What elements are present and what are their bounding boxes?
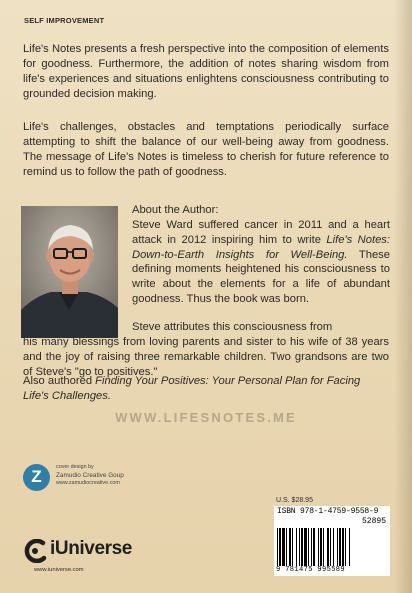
zamudio-logo-icon <box>23 464 50 491</box>
zamudio-logo-letter: Z <box>31 467 42 486</box>
iuniverse-swoosh-icon <box>22 539 48 563</box>
category-label: SELF IMPROVEMENT <box>24 16 105 25</box>
publisher-name: iUniverse <box>50 538 132 559</box>
barcode-bars-icon <box>277 528 387 566</box>
isbn-text: ISBN 978-1-4759-9558-9 <box>277 507 379 516</box>
also-authored-prefix: Also authored <box>23 375 96 387</box>
author-photo <box>21 206 118 338</box>
author-family: his many blessings from loving parents and sister to his wife of 38 years and the joy of raising three remarkable children. Two grandsons are two of Steve's "go to positives." <box>23 336 389 378</box>
author-bio-start: Steve Ward suffered cancer in 2011 and a heart attack in 2012 inspiring him to write <box>132 219 390 246</box>
cover-design-credit <box>56 464 124 487</box>
about-author-heading: About the Author: <box>132 204 219 216</box>
price-code: 52895 <box>361 517 386 526</box>
author-bio-end: These defining moments heightened his consciousness to write about the elements for a life of abundant goodness. Thus the book was born. <box>132 248 390 305</box>
publisher-url: www.iuniverse.com <box>34 567 84 573</box>
design-credit-name: Zamudio Creative Goup <box>56 471 124 479</box>
isbn-barcode <box>274 506 390 576</box>
barcode-number: 9 781475 995589 <box>276 566 346 574</box>
also-authored <box>23 374 389 404</box>
website-url: WWW.LIFESNOTES.ME <box>115 410 297 425</box>
publisher-logo <box>22 538 172 564</box>
book-title: Life's Notes: Down-to-Earth Insights for Well-Being. <box>132 233 390 261</box>
design-credit-label: cover design by <box>56 464 94 470</box>
author-bio <box>132 218 390 304</box>
message-paragraph: Life's challenges, obstacles and temptations periodically surface attempting to shift the balance of our well-being away from goodness. The message of Life's Notes is timeless to cherish for future reference to remind us to follow the path of goodness. <box>23 121 389 178</box>
design-credit-url: www.zamudiocreative.com <box>56 479 120 486</box>
other-book-title: Finding Your Positives: Your Personal Plan for Facing Life's Challenges. <box>23 375 361 402</box>
cover-edge-shadow <box>394 0 412 593</box>
author-family-start: Steve attributes this consciousness from <box>132 321 333 333</box>
intro-paragraph: Life's Notes presents a fresh perspective into the composition of elements for goodness. Furthermore, the addition of notes sharing wisdom from life's experiences and situations enlightens consciousness contributing to grounded decision making. <box>23 43 389 100</box>
price-label: U.S. $28.95 <box>276 497 313 504</box>
